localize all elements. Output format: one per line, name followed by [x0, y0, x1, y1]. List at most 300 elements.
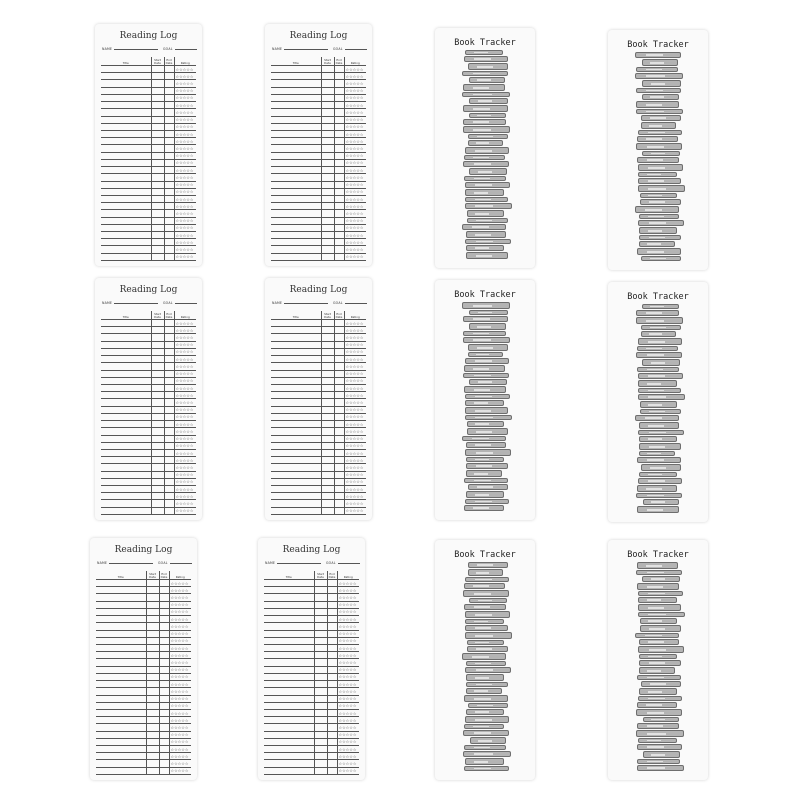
rating-stars: ☆☆☆☆☆: [174, 167, 196, 174]
book-spine: [638, 591, 683, 596]
rating-stars: ☆☆☆☆☆: [174, 500, 196, 507]
end-date-cell: [159, 673, 169, 680]
column-header-end-date: End Date: [335, 312, 343, 319]
end-date-cell: [159, 623, 169, 630]
start-date-cell: [314, 702, 327, 709]
end-date-cell: [164, 253, 174, 260]
table-row: [96, 767, 191, 774]
title-cell: [264, 753, 314, 760]
rating-stars: ☆☆☆☆☆: [174, 116, 196, 123]
title-cell: [271, 392, 321, 399]
start-date-cell: [314, 746, 327, 753]
start-date-cell: [151, 232, 164, 239]
reading-log-table: [101, 311, 196, 515]
start-date-cell: [151, 239, 164, 246]
table-row: [271, 320, 366, 327]
start-date-cell: [146, 580, 159, 587]
title-cell: [96, 637, 146, 644]
end-date-cell: [334, 116, 344, 123]
rating-stars: ☆☆☆☆☆: [174, 341, 196, 348]
start-date-cell: [151, 363, 164, 370]
start-date-cell: [146, 760, 159, 767]
title-cell: [271, 239, 321, 246]
end-date-cell: [334, 203, 344, 210]
end-date-cell: [334, 406, 344, 413]
column-header-end-date: End Date: [165, 58, 173, 65]
title-cell: [101, 363, 151, 370]
title-cell: [264, 652, 314, 659]
start-date-cell: [151, 500, 164, 507]
end-date-cell: [327, 666, 337, 673]
book-spine: [468, 703, 508, 708]
title-cell: [271, 138, 321, 145]
end-date-cell: [164, 478, 174, 485]
rating-stars: ☆☆☆☆☆: [169, 717, 191, 724]
title-cell: [271, 442, 321, 449]
book-spine: [638, 696, 682, 701]
column-header-rating: Rating: [344, 311, 366, 320]
end-date-cell: [164, 356, 174, 363]
title-cell: [264, 767, 314, 774]
end-date-cell: [334, 145, 344, 152]
book-spine: [638, 164, 683, 171]
book-spine: [465, 619, 504, 624]
table-row: [101, 109, 196, 116]
book-spine: [469, 113, 506, 118]
table-row: [264, 760, 359, 767]
start-date-cell: [314, 587, 327, 594]
rating-stars: ☆☆☆☆☆: [337, 731, 359, 738]
start-date-cell: [314, 760, 327, 767]
start-date-cell: [321, 195, 334, 202]
title-cell: [271, 471, 321, 478]
rating-stars: ☆☆☆☆☆: [344, 478, 366, 485]
start-date-cell: [314, 681, 327, 688]
table-row: [271, 457, 366, 464]
start-date-cell: [321, 478, 334, 485]
table-row: [271, 413, 366, 420]
table-row: [264, 630, 359, 637]
table-row: [96, 580, 191, 587]
end-date-cell: [327, 630, 337, 637]
table-row: [101, 73, 196, 80]
rating-stars: ☆☆☆☆☆: [174, 87, 196, 94]
reading-log-card: [258, 538, 365, 780]
reading-log-table: [96, 571, 191, 775]
rating-stars: ☆☆☆☆☆: [344, 421, 366, 428]
book-spine: [463, 161, 509, 167]
name-label: NAME: [272, 47, 328, 51]
title-cell: [271, 327, 321, 334]
book-spine: [637, 157, 679, 163]
start-date-cell: [146, 673, 159, 680]
table-row: [271, 123, 366, 130]
table-row: [101, 341, 196, 348]
end-date-cell: [334, 370, 344, 377]
table-row: [271, 217, 366, 224]
rating-stars: ☆☆☆☆☆: [344, 363, 366, 370]
rating-stars: ☆☆☆☆☆: [337, 652, 359, 659]
book-spine: [636, 101, 679, 108]
end-date-cell: [164, 102, 174, 109]
start-date-cell: [321, 80, 334, 87]
rating-stars: ☆☆☆☆☆: [337, 746, 359, 753]
rating-stars: ☆☆☆☆☆: [174, 159, 196, 166]
title-cell: [101, 413, 151, 420]
rating-stars: ☆☆☆☆☆: [344, 232, 366, 239]
book-spine: [464, 745, 506, 750]
title-cell: [264, 630, 314, 637]
table-row: [101, 500, 196, 507]
table-row: [101, 363, 196, 370]
start-date-cell: [321, 486, 334, 493]
end-date-cell: [164, 413, 174, 420]
end-date-cell: [164, 348, 174, 355]
rating-stars: ☆☆☆☆☆: [174, 377, 196, 384]
rating-stars: ☆☆☆☆☆: [169, 731, 191, 738]
book-spine: [637, 744, 682, 750]
book-spine: [641, 256, 681, 261]
reading-log-card: [90, 538, 197, 780]
book-spine: [638, 185, 685, 192]
rating-stars: ☆☆☆☆☆: [344, 253, 366, 260]
book-spine: [467, 421, 504, 427]
rating-stars: ☆☆☆☆☆: [344, 159, 366, 166]
end-date-cell: [164, 500, 174, 507]
book-spine: [468, 484, 508, 490]
table-row: [271, 130, 366, 137]
table-row: [96, 616, 191, 623]
table-row: [101, 94, 196, 101]
table-row: [101, 224, 196, 231]
reading-log-table: [271, 311, 366, 515]
title-cell: [101, 348, 151, 355]
start-date-cell: [321, 109, 334, 116]
book-spine: [465, 625, 508, 631]
end-date-cell: [164, 246, 174, 253]
book-spine: [466, 463, 508, 469]
title-cell: [96, 688, 146, 695]
table-row: [96, 594, 191, 601]
title-cell: [101, 428, 151, 435]
table-row: [264, 616, 359, 623]
rating-stars: ☆☆☆☆☆: [169, 666, 191, 673]
start-date-cell: [146, 630, 159, 637]
book-spine: [639, 436, 677, 442]
goal-label: GOAL: [333, 301, 367, 305]
table-row: [271, 210, 366, 217]
rating-stars: ☆☆☆☆☆: [174, 399, 196, 406]
title-cell: [271, 109, 321, 116]
rating-stars: ☆☆☆☆☆: [344, 239, 366, 246]
table-row: [101, 195, 196, 202]
end-date-cell: [164, 327, 174, 334]
start-date-cell: [321, 188, 334, 195]
start-date-cell: [151, 188, 164, 195]
end-date-cell: [164, 109, 174, 116]
end-date-cell: [164, 406, 174, 413]
start-date-cell: [321, 384, 334, 391]
column-header-title: Title: [122, 315, 129, 319]
end-date-cell: [159, 746, 169, 753]
start-date-cell: [146, 702, 159, 709]
end-date-cell: [334, 159, 344, 166]
column-header-start-date: Start Date: [146, 571, 159, 580]
title-cell: [96, 724, 146, 731]
table-row: [101, 406, 196, 413]
start-date-cell: [146, 688, 159, 695]
end-date-cell: [159, 688, 169, 695]
rating-stars: ☆☆☆☆☆: [174, 320, 196, 327]
end-date-cell: [334, 384, 344, 391]
start-date-cell: [146, 608, 159, 615]
title-cell: [101, 493, 151, 500]
rating-stars: ☆☆☆☆☆: [169, 724, 191, 731]
column-header-rating: Rating: [169, 571, 191, 580]
rating-stars: ☆☆☆☆☆: [169, 594, 191, 601]
table-row: [264, 724, 359, 731]
table-row: [271, 109, 366, 116]
table-header-row: [96, 571, 191, 580]
end-date-cell: [334, 102, 344, 109]
title-cell: [264, 637, 314, 644]
table-row: [264, 738, 359, 745]
title-cell: [271, 232, 321, 239]
end-date-cell: [327, 709, 337, 716]
table-row: [264, 767, 359, 774]
table-row: [271, 428, 366, 435]
title-cell: [101, 203, 151, 210]
rating-stars: ☆☆☆☆☆: [344, 123, 366, 130]
book-spine: [463, 84, 505, 91]
start-date-cell: [321, 377, 334, 384]
title-cell: [101, 457, 151, 464]
title-cell: [101, 406, 151, 413]
book-spine: [638, 172, 677, 177]
table-row: [264, 580, 359, 587]
book-spine: [638, 130, 682, 135]
name-label: NAME: [102, 47, 158, 51]
rating-stars: ☆☆☆☆☆: [174, 449, 196, 456]
rating-stars: ☆☆☆☆☆: [337, 702, 359, 709]
book-spine: [464, 478, 508, 483]
rating-stars: ☆☆☆☆☆: [174, 195, 196, 202]
name-label: NAME: [97, 561, 153, 565]
reading-log-title: Reading Log: [114, 545, 173, 555]
table-row: [101, 320, 196, 327]
start-date-cell: [321, 138, 334, 145]
book-spine: [641, 115, 681, 121]
start-date-cell: [146, 731, 159, 738]
book-spine: [641, 122, 676, 129]
book-spine: [462, 653, 506, 660]
end-date-cell: [334, 73, 344, 80]
book-spine: [638, 380, 677, 387]
rating-stars: ☆☆☆☆☆: [337, 760, 359, 767]
end-date-cell: [164, 80, 174, 87]
table-row: [264, 746, 359, 753]
rating-stars: ☆☆☆☆☆: [174, 94, 196, 101]
start-date-cell: [321, 442, 334, 449]
start-date-cell: [151, 167, 164, 174]
title-cell: [101, 370, 151, 377]
end-date-cell: [159, 760, 169, 767]
table-row: [101, 464, 196, 471]
rating-stars: ☆☆☆☆☆: [344, 102, 366, 109]
table-row: [271, 159, 366, 166]
title-cell: [96, 738, 146, 745]
book-spine: [466, 245, 504, 251]
rating-stars: ☆☆☆☆☆: [337, 673, 359, 680]
title-cell: [96, 644, 146, 651]
book-spine: [637, 723, 679, 729]
end-date-cell: [334, 94, 344, 101]
end-date-cell: [334, 87, 344, 94]
rating-stars: ☆☆☆☆☆: [337, 637, 359, 644]
rating-stars: ☆☆☆☆☆: [337, 666, 359, 673]
end-date-cell: [164, 73, 174, 80]
book-spine: [468, 63, 508, 70]
end-date-cell: [327, 717, 337, 724]
book-spine: [465, 632, 512, 639]
table-row: [271, 435, 366, 442]
book-tracker-card: [435, 28, 535, 268]
book-spine: [638, 597, 677, 603]
title-cell: [271, 152, 321, 159]
table-row: [96, 623, 191, 630]
end-date-cell: [164, 123, 174, 130]
rating-stars: ☆☆☆☆☆: [169, 673, 191, 680]
book-spine: [465, 203, 512, 209]
book-tracker-title: Book Tracker: [454, 38, 516, 48]
table-row: [101, 116, 196, 123]
rating-stars: ☆☆☆☆☆: [344, 384, 366, 391]
reading-log-card: [95, 24, 202, 266]
title-cell: [264, 601, 314, 608]
book-spine: [638, 394, 685, 400]
rating-stars: ☆☆☆☆☆: [337, 601, 359, 608]
start-date-cell: [146, 724, 159, 731]
table-row: [264, 717, 359, 724]
column-header-title: Title: [292, 315, 299, 319]
title-cell: [96, 594, 146, 601]
end-date-cell: [334, 66, 344, 73]
book-spine: [637, 136, 678, 142]
table-row: [271, 406, 366, 413]
table-row: [271, 80, 366, 87]
rating-stars: ☆☆☆☆☆: [174, 145, 196, 152]
book-spine: [635, 633, 679, 638]
start-date-cell: [146, 746, 159, 753]
rating-stars: ☆☆☆☆☆: [337, 688, 359, 695]
column-header-start-date: Start Date: [314, 571, 327, 580]
title-cell: [101, 145, 151, 152]
title-cell: [101, 246, 151, 253]
end-date-cell: [164, 181, 174, 188]
book-spine: [637, 702, 677, 708]
rating-stars: ☆☆☆☆☆: [344, 224, 366, 231]
book-spine: [464, 695, 508, 702]
rating-stars: ☆☆☆☆☆: [344, 210, 366, 217]
column-header-end-date: End Date: [328, 572, 336, 579]
start-date-cell: [321, 94, 334, 101]
reading-log-card: [265, 24, 372, 266]
title-cell: [96, 587, 146, 594]
rating-stars: ☆☆☆☆☆: [174, 203, 196, 210]
end-date-cell: [164, 486, 174, 493]
end-date-cell: [327, 673, 337, 680]
start-date-cell: [321, 406, 334, 413]
end-date-cell: [334, 130, 344, 137]
rating-stars: ☆☆☆☆☆: [344, 442, 366, 449]
title-cell: [271, 224, 321, 231]
table-row: [96, 717, 191, 724]
book-spine: [638, 430, 684, 435]
book-spine: [464, 724, 504, 729]
start-date-cell: [314, 630, 327, 637]
end-date-cell: [159, 580, 169, 587]
start-date-cell: [321, 392, 334, 399]
column-header-end-date: End Date: [335, 58, 343, 65]
book-spine: [638, 178, 681, 184]
book-tracker-card: [435, 280, 535, 520]
book-spine: [463, 730, 509, 736]
book-spine: [467, 210, 504, 217]
book-spine: [642, 59, 678, 66]
end-date-cell: [334, 413, 344, 420]
book-spine: [464, 583, 505, 589]
reading-log-table: [271, 57, 366, 261]
start-date-cell: [321, 181, 334, 188]
title-cell: [271, 377, 321, 384]
rating-stars: ☆☆☆☆☆: [344, 327, 366, 334]
end-date-cell: [334, 399, 344, 406]
column-header-start-date: Start Date: [321, 57, 334, 66]
end-date-cell: [164, 435, 174, 442]
table-row: [271, 384, 366, 391]
title-cell: [264, 731, 314, 738]
start-date-cell: [151, 348, 164, 355]
table-row: [101, 181, 196, 188]
title-cell: [101, 464, 151, 471]
start-date-cell: [146, 652, 159, 659]
book-spine: [465, 758, 504, 765]
end-date-cell: [334, 421, 344, 428]
end-date-cell: [164, 377, 174, 384]
title-cell: [271, 145, 321, 152]
start-date-cell: [321, 500, 334, 507]
start-date-cell: [146, 601, 159, 608]
book-spine: [637, 457, 681, 463]
title-cell: [96, 630, 146, 637]
title-cell: [271, 421, 321, 428]
start-date-cell: [321, 356, 334, 363]
reading-log-card: [265, 278, 372, 520]
start-date-cell: [151, 377, 164, 384]
start-date-cell: [146, 753, 159, 760]
book-stack-illustration: [461, 562, 511, 772]
title-cell: [271, 384, 321, 391]
table-row: [101, 486, 196, 493]
book-spine: [465, 400, 504, 406]
table-row: [96, 673, 191, 680]
book-spine: [469, 379, 507, 385]
title-cell: [101, 152, 151, 159]
rating-stars: ☆☆☆☆☆: [344, 145, 366, 152]
book-spine: [643, 499, 679, 505]
column-header-start-date: Start Date: [151, 57, 164, 66]
book-spine: [464, 386, 506, 393]
